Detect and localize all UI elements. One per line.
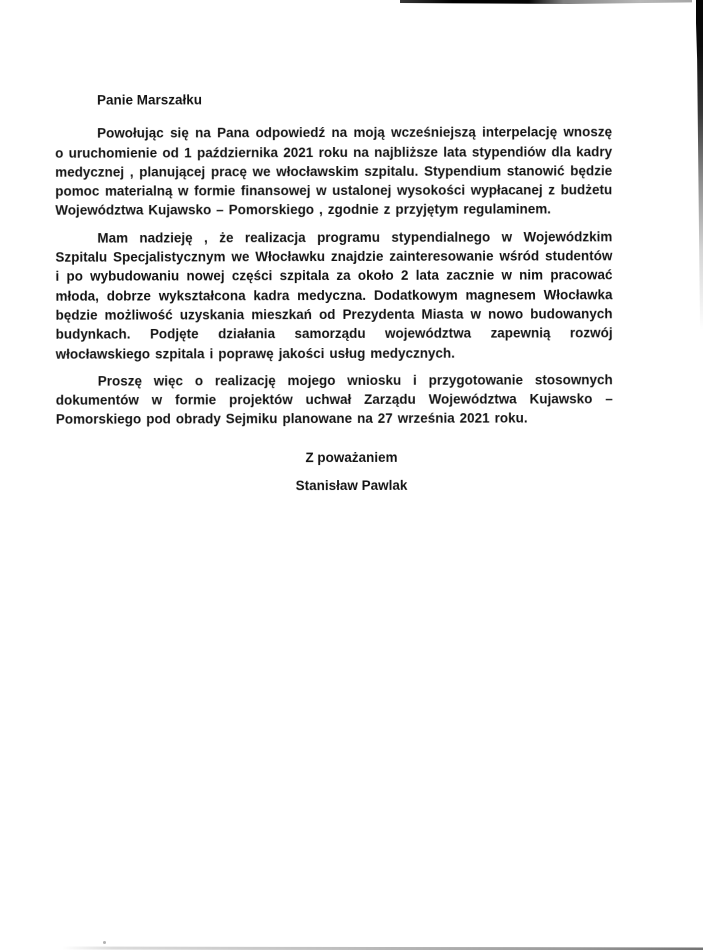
closing-block — [0, 447, 703, 496]
scan-artifact-right-edge — [696, 0, 703, 330]
closing-phrase: Z poważaniem — [305, 449, 398, 466]
signature-name: Stanisław Pawlak — [295, 478, 408, 494]
scan-artifact-speck — [103, 941, 106, 944]
scan-artifact-bottom-edge — [62, 946, 703, 949]
paragraph-3: Proszę więc o realizację mojego wniosku i przygotowanie stosownych dokumentów w formie projektów uchwał Zarządu Województwa Kujawsko – Pomorskiego pod obrady Sejmiku planowane na 27 września 2021 roku. — [55, 372, 613, 428]
scan-artifact-top-edge — [400, 0, 692, 4]
paragraph-1: Powołując się na Pana odpowiedź na moją wcześniejszą interpelację wnoszę o uruchomienie od 1 października 2021 roku na najbliższe lata stypendiów dla kadry medycznej , planującej pracę we włocławskim szpitalu. Stypendium stanowić będzie pomoc materialną w formie finansowej w ustalonej wysokości wypłacanej z budżetu Województwa Kujawsko – Pomorskiego , zgodnie z przyjętym regulaminem. — [55, 124, 613, 219]
paragraph-2: Mam nadzieję , że realizacja programu stypendialnego w Wojewódzkim Szpitalu Specjalistycznym we Włocławku znajdzie zainteresowanie wśród studentów i po wybudowaniu nowej części szpitala za około 2 lata zacznie w nim pracować młoda, dobrze wykształcona kadra medyczna. Dodatkowym magnesem Włocławka będzie możliwość uzyskania mieszkań od Prezydenta Miasta w nowo budowanych budynkach. Podjęte działania samorządu województwa zapewnią rozwój włocławskiego szpitala i poprawę jakości usług medycznych. — [55, 229, 613, 362]
salutation: Panie Marszałku — [97, 92, 202, 108]
letter-body — [55, 89, 613, 437]
